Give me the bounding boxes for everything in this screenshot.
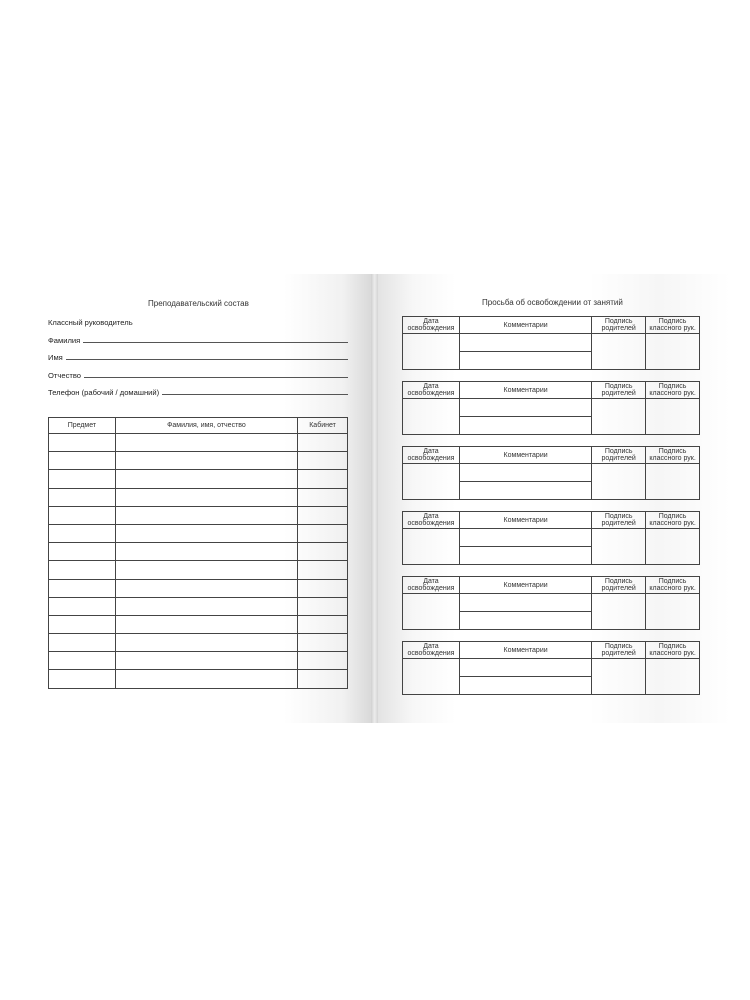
teacher-signature-cell[interactable] [646, 464, 700, 500]
comments-header: Комментарии [459, 317, 591, 334]
parent-signature-cell[interactable] [592, 399, 646, 435]
date-cell[interactable] [403, 659, 460, 695]
teacher-name-cell[interactable] [115, 579, 297, 597]
comment-cell[interactable] [459, 352, 591, 370]
teacher-name-cell[interactable] [115, 615, 297, 633]
comment-cell[interactable] [459, 529, 591, 547]
parent-signature-cell[interactable] [592, 334, 646, 370]
comment-cell[interactable] [459, 417, 591, 435]
room-cell[interactable] [298, 543, 348, 561]
request-row [403, 464, 700, 482]
parent-signature-header: Подпись родителей [592, 512, 646, 529]
subject-cell[interactable] [49, 615, 116, 633]
subject-cell[interactable] [49, 579, 116, 597]
comment-cell[interactable] [459, 464, 591, 482]
subject-cell[interactable] [49, 561, 116, 579]
teacher-signature-header: Подпись классного рук. [646, 447, 700, 464]
absence-request-block [402, 446, 700, 500]
teacher-name-cell[interactable] [115, 452, 297, 470]
room-cell[interactable] [298, 470, 348, 488]
table-row [49, 579, 348, 597]
table-row [49, 543, 348, 561]
subject-cell[interactable] [49, 470, 116, 488]
room-cell[interactable] [298, 561, 348, 579]
parent-signature-header: Подпись родителей [592, 317, 646, 334]
subject-cell[interactable] [49, 670, 116, 688]
parent-signature-header: Подпись родителей [592, 382, 646, 399]
patronymic-label: Отчество [48, 371, 82, 380]
table-row [49, 561, 348, 579]
table-row [49, 488, 348, 506]
request-row [403, 399, 700, 417]
absence-request-block [402, 641, 700, 695]
surname-label: Фамилия [48, 336, 81, 345]
teacher-signature-header: Подпись классного рук. [646, 317, 700, 334]
subject-cell[interactable] [49, 597, 116, 615]
teacher-name-header: Фамилия, имя, отчество [115, 418, 297, 434]
teacher-name-cell[interactable] [115, 561, 297, 579]
page-title-absence: Просьба об освобождении от занятий [482, 298, 623, 307]
room-cell[interactable] [298, 452, 348, 470]
teacher-name-cell[interactable] [115, 524, 297, 542]
phone-field[interactable] [48, 385, 348, 397]
parent-signature-header: Подпись родителей [592, 577, 646, 594]
date-header: Дата освобождения [403, 317, 460, 334]
comments-header: Комментарии [459, 642, 591, 659]
name-field[interactable] [48, 350, 348, 362]
parent-signature-header: Подпись родителей [592, 447, 646, 464]
teacher-name-cell[interactable] [115, 434, 297, 452]
name-label: Имя [48, 353, 63, 362]
request-header-row [403, 577, 700, 594]
parent-signature-header: Подпись родителей [592, 642, 646, 659]
teacher-name-cell[interactable] [115, 543, 297, 561]
room-cell[interactable] [298, 488, 348, 506]
room-cell[interactable] [298, 615, 348, 633]
parent-signature-cell[interactable] [592, 659, 646, 695]
subject-cell[interactable] [49, 652, 116, 670]
absence-request-block [402, 381, 700, 435]
date-cell[interactable] [403, 334, 460, 370]
request-header-row [403, 512, 700, 529]
patronymic-field[interactable] [48, 368, 348, 380]
room-cell[interactable] [298, 597, 348, 615]
table-row [49, 615, 348, 633]
table-row [49, 652, 348, 670]
subject-header: Предмет [49, 418, 116, 434]
comment-cell[interactable] [459, 612, 591, 630]
room-cell[interactable] [298, 634, 348, 652]
room-cell[interactable] [298, 524, 348, 542]
comments-header: Комментарии [459, 382, 591, 399]
request-header-row [403, 317, 700, 334]
surname-line[interactable] [83, 342, 348, 343]
subject-cell[interactable] [49, 543, 116, 561]
surname-field[interactable] [48, 333, 348, 345]
staff-table-header [49, 418, 348, 434]
comment-cell[interactable] [459, 594, 591, 612]
request-header-row [403, 382, 700, 399]
teacher-signature-header: Подпись классного рук. [646, 642, 700, 659]
page-title-staff: Преподавательский состав [148, 299, 249, 308]
teacher-signature-cell[interactable] [646, 659, 700, 695]
absence-request-block [402, 576, 700, 630]
table-row [49, 670, 348, 688]
patronymic-line[interactable] [84, 377, 348, 378]
comment-cell[interactable] [459, 547, 591, 565]
request-row [403, 334, 700, 352]
room-header: Кабинет [298, 418, 348, 434]
teacher-name-cell[interactable] [115, 506, 297, 524]
teacher-name-cell[interactable] [115, 470, 297, 488]
teacher-name-cell[interactable] [115, 488, 297, 506]
subject-cell[interactable] [49, 506, 116, 524]
date-cell[interactable] [403, 399, 460, 435]
comment-cell[interactable] [459, 659, 591, 677]
subject-cell[interactable] [49, 634, 116, 652]
subject-cell[interactable] [49, 524, 116, 542]
comment-cell[interactable] [459, 399, 591, 417]
subject-cell[interactable] [49, 488, 116, 506]
subject-cell[interactable] [49, 434, 116, 452]
parent-signature-cell[interactable] [592, 594, 646, 630]
room-cell[interactable] [298, 670, 348, 688]
teacher-signature-header: Подпись классного рук. [646, 382, 700, 399]
name-line[interactable] [66, 359, 348, 360]
parent-signature-cell[interactable] [592, 529, 646, 565]
room-cell[interactable] [298, 506, 348, 524]
date-header: Дата освобождения [403, 577, 460, 594]
request-row [403, 659, 700, 677]
parent-signature-cell[interactable] [592, 464, 646, 500]
subject-cell[interactable] [49, 452, 116, 470]
phone-label: Телефон (рабочий / домашний) [48, 388, 160, 397]
teacher-name-cell[interactable] [115, 597, 297, 615]
book-gutter [371, 274, 378, 723]
right-page [378, 274, 730, 723]
comment-cell[interactable] [459, 334, 591, 352]
comment-cell[interactable] [459, 677, 591, 695]
teacher-signature-cell[interactable] [646, 334, 700, 370]
room-cell[interactable] [298, 579, 348, 597]
table-row [49, 506, 348, 524]
room-cell[interactable] [298, 652, 348, 670]
date-header: Дата освобождения [403, 642, 460, 659]
date-cell[interactable] [403, 594, 460, 630]
teacher-signature-cell[interactable] [646, 594, 700, 630]
request-header-row [403, 447, 700, 464]
request-header-row [403, 642, 700, 659]
comments-header: Комментарии [459, 447, 591, 464]
date-cell[interactable] [403, 464, 460, 500]
left-page [22, 274, 371, 723]
date-header: Дата освобождения [403, 447, 460, 464]
request-row [403, 594, 700, 612]
table-row [49, 452, 348, 470]
teacher-signature-cell[interactable] [646, 399, 700, 435]
comments-header: Комментарии [459, 577, 591, 594]
teacher-signature-cell[interactable] [646, 529, 700, 565]
teacher-name-cell[interactable] [115, 652, 297, 670]
room-cell[interactable] [298, 434, 348, 452]
teacher-name-cell[interactable] [115, 634, 297, 652]
table-row [49, 434, 348, 452]
staff-table [48, 417, 348, 689]
table-row [49, 524, 348, 542]
teacher-signature-header: Подпись классного рук. [646, 512, 700, 529]
date-header: Дата освобождения [403, 512, 460, 529]
absence-request-block [402, 511, 700, 565]
date-cell[interactable] [403, 529, 460, 565]
table-row [49, 634, 348, 652]
date-header: Дата освобождения [403, 382, 460, 399]
teacher-name-cell[interactable] [115, 670, 297, 688]
absence-request-block [402, 316, 700, 370]
homeroom-heading: Классный руководитель [48, 318, 133, 327]
table-row [49, 597, 348, 615]
comment-cell[interactable] [459, 482, 591, 500]
phone-line[interactable] [162, 394, 348, 395]
teacher-signature-header: Подпись классного рук. [646, 577, 700, 594]
comments-header: Комментарии [459, 512, 591, 529]
request-row [403, 529, 700, 547]
table-row [49, 470, 348, 488]
